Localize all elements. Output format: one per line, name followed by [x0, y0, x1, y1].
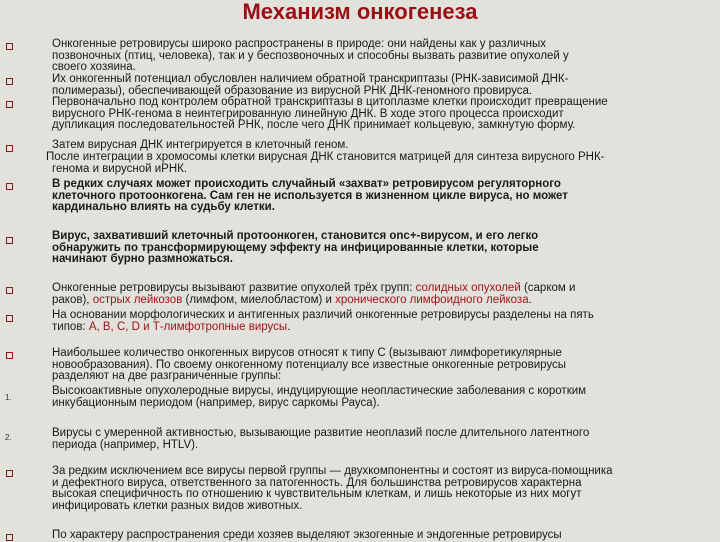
- text-line: Вирусы с умеренной активностью, вызывающие развитие неоплазий после длительного латентного: [52, 427, 590, 439]
- bullet-marker: [6, 352, 13, 359]
- text-line: позвоночных (птиц, человека), так и у беспозвоночных и способны вызвать развитие опухолей у: [52, 49, 569, 62]
- paragraph: [46, 152, 686, 175]
- text-span: .: [528, 293, 532, 306]
- text-line: инфицировать клетки разных видов животных.: [52, 499, 303, 512]
- text-line: В редких случаях может происходить случайный «захват» ретровирусом регуляторного: [52, 178, 561, 190]
- bullet-marker: [6, 183, 13, 190]
- bullet-marker: [6, 145, 13, 152]
- text-line: разделяют на две разграниченные группы:: [52, 370, 282, 383]
- text-line: высокая специфичность по отношению к чувствительным клеткам, и лишь некоторые из них могут: [52, 488, 582, 501]
- page-title: Механизм онкогенеза: [242, 0, 478, 24]
- paragraph: [52, 231, 692, 266]
- highlight-text: хронического лимфоидного лейкоза: [335, 293, 529, 306]
- bullet-marker: [6, 470, 13, 477]
- text-span: .: [287, 320, 291, 333]
- text-line: Вирус, захвативший клеточный протоонкоген, становится onc+-вирусом, и его легко: [52, 230, 539, 242]
- paragraph: [52, 348, 692, 383]
- text-span: типов:: [52, 320, 89, 333]
- text-line: Наибольшее количество онкогенных вирусов относят к типу С (вызывают лимфоретикулярные: [52, 347, 562, 359]
- text-span: (лимфом, миелобластом) и: [182, 293, 336, 306]
- list-number-1: 1.: [5, 393, 12, 402]
- paragraph: [52, 39, 692, 74]
- highlight-text: А, В, С, D и Т-лимфотропные вирусы: [88, 320, 288, 333]
- text-line: [52, 322, 692, 334]
- text-line: периода (например, HTLV).: [52, 438, 199, 451]
- text-line: инкубационным периодом (например, вирус саркомы Рауса).: [52, 396, 380, 409]
- highlight-text: острых лейкозов: [92, 293, 183, 306]
- list-number-2: 2.: [5, 433, 12, 442]
- text-span: Онкогенные ретровирусы вызывают развитие опухолей трёх групп:: [52, 282, 416, 294]
- text-line: обнаружить по трансформирующему эффекту на инфицированные клетки, которые: [52, 241, 539, 254]
- text-span: (сарком и: [520, 282, 576, 294]
- text-line: Онкогенные ретровирусы широко распространены в природе: они найдены как у различных: [52, 38, 546, 50]
- paragraph: [52, 74, 692, 97]
- text-span: На основании морфологических и антигенных различий онкогенные ретровирусы разделены на пять: [52, 309, 594, 321]
- text-line: полимеразы), обеспечивающей образование из вирусной РНК ДНК-геномного провируса.: [52, 84, 533, 97]
- text-line: начинают бурно размножаться.: [52, 253, 233, 266]
- text-span: раков),: [52, 293, 93, 306]
- text-line: клеточного протоонкогена. Сам ген не используется в жизненном цикле вируса, но может: [52, 189, 568, 202]
- text-line: вирусного РНК-генома в неинтегрированную линейную ДНК. В ходе этого процесса происходит: [52, 107, 564, 120]
- bullet-marker: [6, 78, 13, 85]
- text-line: генома и вирусной иРНК.: [52, 162, 188, 175]
- paragraph: [52, 140, 692, 152]
- bullet-marker: [6, 101, 13, 108]
- text-line: Их онкогенный потенциал обусловлен наличием обратной транскриптазы (РНК-зависимой ДНК-: [52, 73, 569, 85]
- text-line: кардинально влиять на судьбу клетки.: [52, 201, 275, 214]
- text-line: Первоначально под контролем обратной транскриптазы в цитоплазме клетки происходит превращение: [52, 96, 608, 108]
- text-line: После интеграции в хромосомы клетки вирусная ДНК становится матрицей для синтеза вирусного РНК-: [46, 151, 605, 163]
- text-line: своего хозяина.: [52, 61, 136, 74]
- text-line: Затем вирусная ДНК интегрируется в клеточный геном.: [52, 139, 349, 151]
- bullet-marker: [6, 237, 13, 244]
- paragraph: [52, 428, 692, 451]
- paragraph: [52, 283, 692, 306]
- paragraph: [52, 310, 692, 333]
- paragraph: [52, 466, 692, 512]
- text-line: По характеру распространения среди хозяев выделяют экзогенные и эндогенные ретровирусы: [52, 529, 562, 541]
- bullet-marker: [6, 287, 13, 294]
- paragraph: [52, 179, 692, 214]
- text-line: и дефектного вируса, ответственного за патогенность. Для большинства ретровирусов характерна: [52, 476, 582, 489]
- paragraph: [52, 386, 692, 409]
- bullet-marker: [6, 43, 13, 50]
- text-line: [52, 295, 692, 307]
- text-line: новообразования). По своему онкогенному потенциалу все известные онкогенные ретровирусы: [52, 358, 567, 371]
- paragraph: [52, 97, 692, 132]
- highlight-text: солидных опухолей: [415, 282, 521, 294]
- text-line: За редким исключением все вирусы первой группы — двухкомпонентны и состоят из вируса-помощника: [52, 465, 613, 477]
- text-line: дупликация последовательностей РНК, после чего ДНК принимает кольцевую, замкнутую форму.: [52, 119, 576, 132]
- text-line: Высокоактивные опухолеродные вирусы, индуцирующие неопластические заболевания с коротким: [52, 385, 587, 397]
- bullet-marker: [6, 315, 13, 322]
